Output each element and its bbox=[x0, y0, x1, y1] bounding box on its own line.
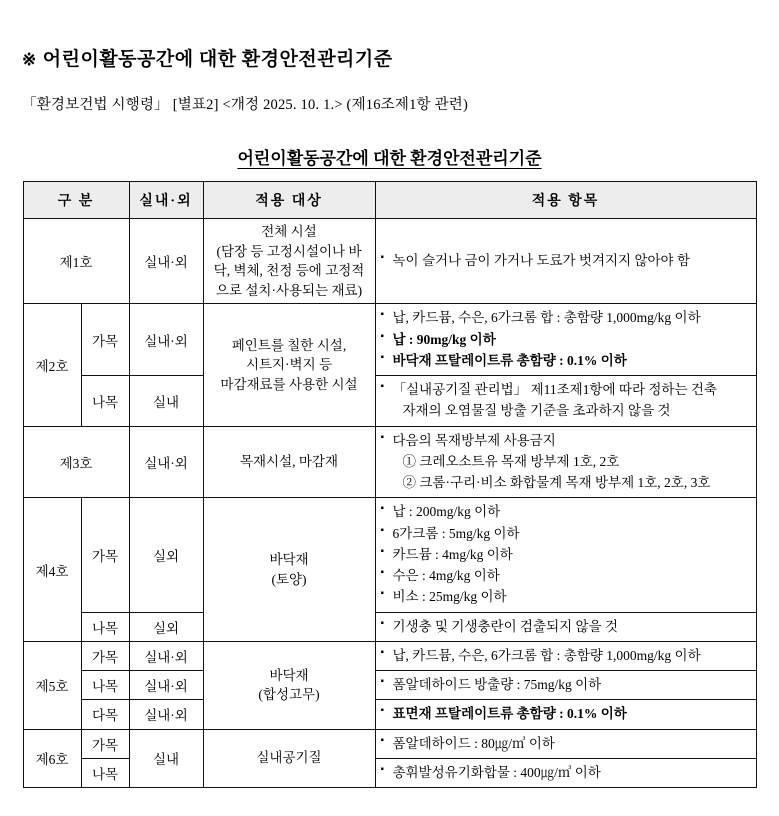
table-row bbox=[23, 304, 756, 376]
item-text bbox=[381, 330, 751, 350]
table-row bbox=[23, 498, 756, 612]
table-row bbox=[23, 426, 756, 498]
row-subitem: 가목 bbox=[81, 304, 129, 376]
row-number: 제3호 bbox=[23, 426, 129, 498]
item-text: 자재의 오염물질 방출 기준을 초과하지 않을 것 bbox=[402, 403, 671, 419]
table-row bbox=[23, 641, 756, 670]
row-number: 제5호 bbox=[23, 641, 81, 729]
target-line: 시트지·벽지 등 bbox=[245, 357, 333, 373]
row-items bbox=[375, 612, 756, 641]
target-line: 으로 설치·사용되는 재료) bbox=[215, 282, 363, 298]
target-line: 실내공기질 bbox=[256, 750, 322, 766]
column-header-items: 적용 항목 bbox=[375, 182, 756, 219]
target-line: (담장 등 고정시설이나 바 bbox=[216, 243, 362, 259]
target-line: (토양) bbox=[271, 571, 307, 587]
item-text: ▪ 기생충 및 기생충란이 검출되지 않을 것 bbox=[381, 617, 751, 637]
row-number: 제6호 bbox=[23, 729, 81, 788]
row-target bbox=[203, 498, 375, 642]
table-header-row bbox=[23, 182, 756, 219]
document-page bbox=[0, 44, 779, 788]
row-items bbox=[375, 729, 756, 758]
item-text: ① 크레오소트유 목재 방부제 1호, 2호 bbox=[402, 453, 620, 469]
row-items bbox=[375, 426, 756, 498]
column-header-indoor-outdoor: 실내·외 bbox=[129, 182, 203, 219]
item-text: ▪ 비소 : 25mg/kg 이하 bbox=[381, 587, 751, 607]
item-text: ▪ 다음의 목재방부제 사용금지 bbox=[381, 431, 751, 451]
row-target bbox=[203, 304, 375, 426]
row-indoor-outdoor: 실외 bbox=[129, 498, 203, 612]
row-indoor-outdoor: 실내·외 bbox=[129, 426, 203, 498]
item-text: ▪ 납, 카드뮴, 수은, 6가크롬 합 : 총함량 1,000mg/kg 이하 bbox=[381, 308, 751, 328]
row-target bbox=[203, 426, 375, 498]
target-line: 전체 시설 bbox=[261, 224, 317, 239]
row-subitem: 가목 bbox=[81, 498, 129, 612]
table-row bbox=[23, 219, 756, 304]
row-indoor-outdoor: 실내·외 bbox=[129, 641, 203, 670]
row-target bbox=[203, 729, 375, 788]
column-header-division: 구 분 bbox=[23, 182, 129, 219]
target-line: 목재시설, 마감재 bbox=[239, 454, 339, 470]
row-subitem: 가목 bbox=[81, 641, 129, 670]
legal-reference: 「환경보건법 시행령」 [별표2] <개정 2025. 10. 1.> (제16조제1항 관련) bbox=[22, 97, 469, 113]
target-line: 페인트를 칠한 시설, bbox=[231, 337, 347, 353]
row-indoor-outdoor: 실내 bbox=[129, 376, 203, 427]
row-subitem: 나목 bbox=[81, 612, 129, 641]
item-text: ▪ 「실내공기질 관리법」 제11조제1항에 따라 정하는 건축 bbox=[381, 380, 751, 400]
row-items bbox=[375, 700, 756, 729]
standards-table bbox=[23, 181, 757, 788]
item-text: ▪ 폼알데하이드 : 80㎍/㎥ 이하 bbox=[381, 734, 751, 754]
row-subitem: 나목 bbox=[81, 671, 129, 700]
item-text-bold: 바닥재 프탈레이트류 총함량 : 0.1% 이하 bbox=[392, 352, 627, 368]
row-target bbox=[203, 219, 375, 304]
target-line: 닥, 벽체, 천정 등에 고정적 bbox=[213, 263, 365, 279]
row-subitem: 다목 bbox=[81, 700, 129, 729]
row-indoor-outdoor: 실외 bbox=[129, 612, 203, 641]
row-number: 제1호 bbox=[23, 219, 129, 304]
item-text: ▪ 카드뮴 : 4mg/kg 이하 bbox=[381, 545, 751, 565]
table-row bbox=[23, 671, 756, 700]
item-text: ▪ 6가크롬 : 5mg/kg 이하 bbox=[381, 524, 751, 544]
row-target bbox=[203, 641, 375, 729]
row-number: 제2호 bbox=[23, 304, 81, 426]
table-row bbox=[23, 612, 756, 641]
row-items bbox=[375, 671, 756, 700]
item-text bbox=[381, 351, 751, 371]
item-text: ▪ 납, 카드뮴, 수은, 6가크롬 합 : 총함량 1,000mg/kg 이하 bbox=[381, 646, 751, 666]
row-items bbox=[375, 758, 756, 787]
target-line: 마감재료를 사용한 시설 bbox=[220, 376, 358, 392]
row-indoor-outdoor: 실내·외 bbox=[129, 304, 203, 376]
item-text-bold: 표면재 프탈레이트류 총함량 : 0.1% 이하 bbox=[392, 706, 627, 722]
target-line: 바닥재 bbox=[269, 551, 309, 567]
row-indoor-outdoor: 실내·외 bbox=[129, 700, 203, 729]
row-subitem: 가목 bbox=[81, 729, 129, 758]
page-title-text: 어린이활동공간에 대한 환경안전관리기준 bbox=[42, 49, 393, 70]
table-caption: 어린이활동공간에 대한 환경안전관리기준 bbox=[237, 149, 542, 168]
row-items bbox=[375, 219, 756, 304]
table-row bbox=[23, 729, 756, 758]
row-items bbox=[375, 498, 756, 612]
row-items bbox=[375, 376, 756, 427]
item-text: ▪ 폼알데하이드 방출량 : 75mg/kg 이하 bbox=[381, 675, 751, 695]
item-text: ▪ 수은 : 4mg/kg 이하 bbox=[381, 566, 751, 586]
row-subitem: 나목 bbox=[81, 758, 129, 787]
item-text: ▪ 녹이 슬거나 금이 가거나 도료가 벗겨지지 않아야 함 bbox=[381, 251, 751, 271]
table-row bbox=[23, 376, 756, 427]
column-header-target: 적용 대상 bbox=[203, 182, 375, 219]
item-text: ▪ 총휘발성유기화합물 : 400㎍/㎥ 이하 bbox=[381, 763, 751, 783]
row-subitem: 나목 bbox=[81, 376, 129, 427]
row-indoor-outdoor: 실내·외 bbox=[129, 219, 203, 304]
target-line: 바닥재 bbox=[269, 667, 309, 683]
row-number: 제4호 bbox=[23, 498, 81, 642]
row-indoor-outdoor: 실내 bbox=[129, 729, 203, 788]
row-items bbox=[375, 304, 756, 376]
reference-mark: ※ bbox=[22, 50, 37, 69]
row-items bbox=[375, 641, 756, 670]
table-row bbox=[23, 700, 756, 729]
row-indoor-outdoor: 실내·외 bbox=[129, 671, 203, 700]
item-text-bold: 납 : 90mg/kg 이하 bbox=[392, 331, 496, 347]
item-text: ② 크롬·구리·비소 화합물계 목재 방부제 1호, 2호, 3호 bbox=[402, 475, 711, 490]
item-text bbox=[381, 704, 751, 724]
item-text: ▪ 납 : 200mg/kg 이하 bbox=[381, 502, 751, 522]
page-title bbox=[22, 44, 757, 71]
target-line: (합성고무) bbox=[258, 687, 320, 703]
